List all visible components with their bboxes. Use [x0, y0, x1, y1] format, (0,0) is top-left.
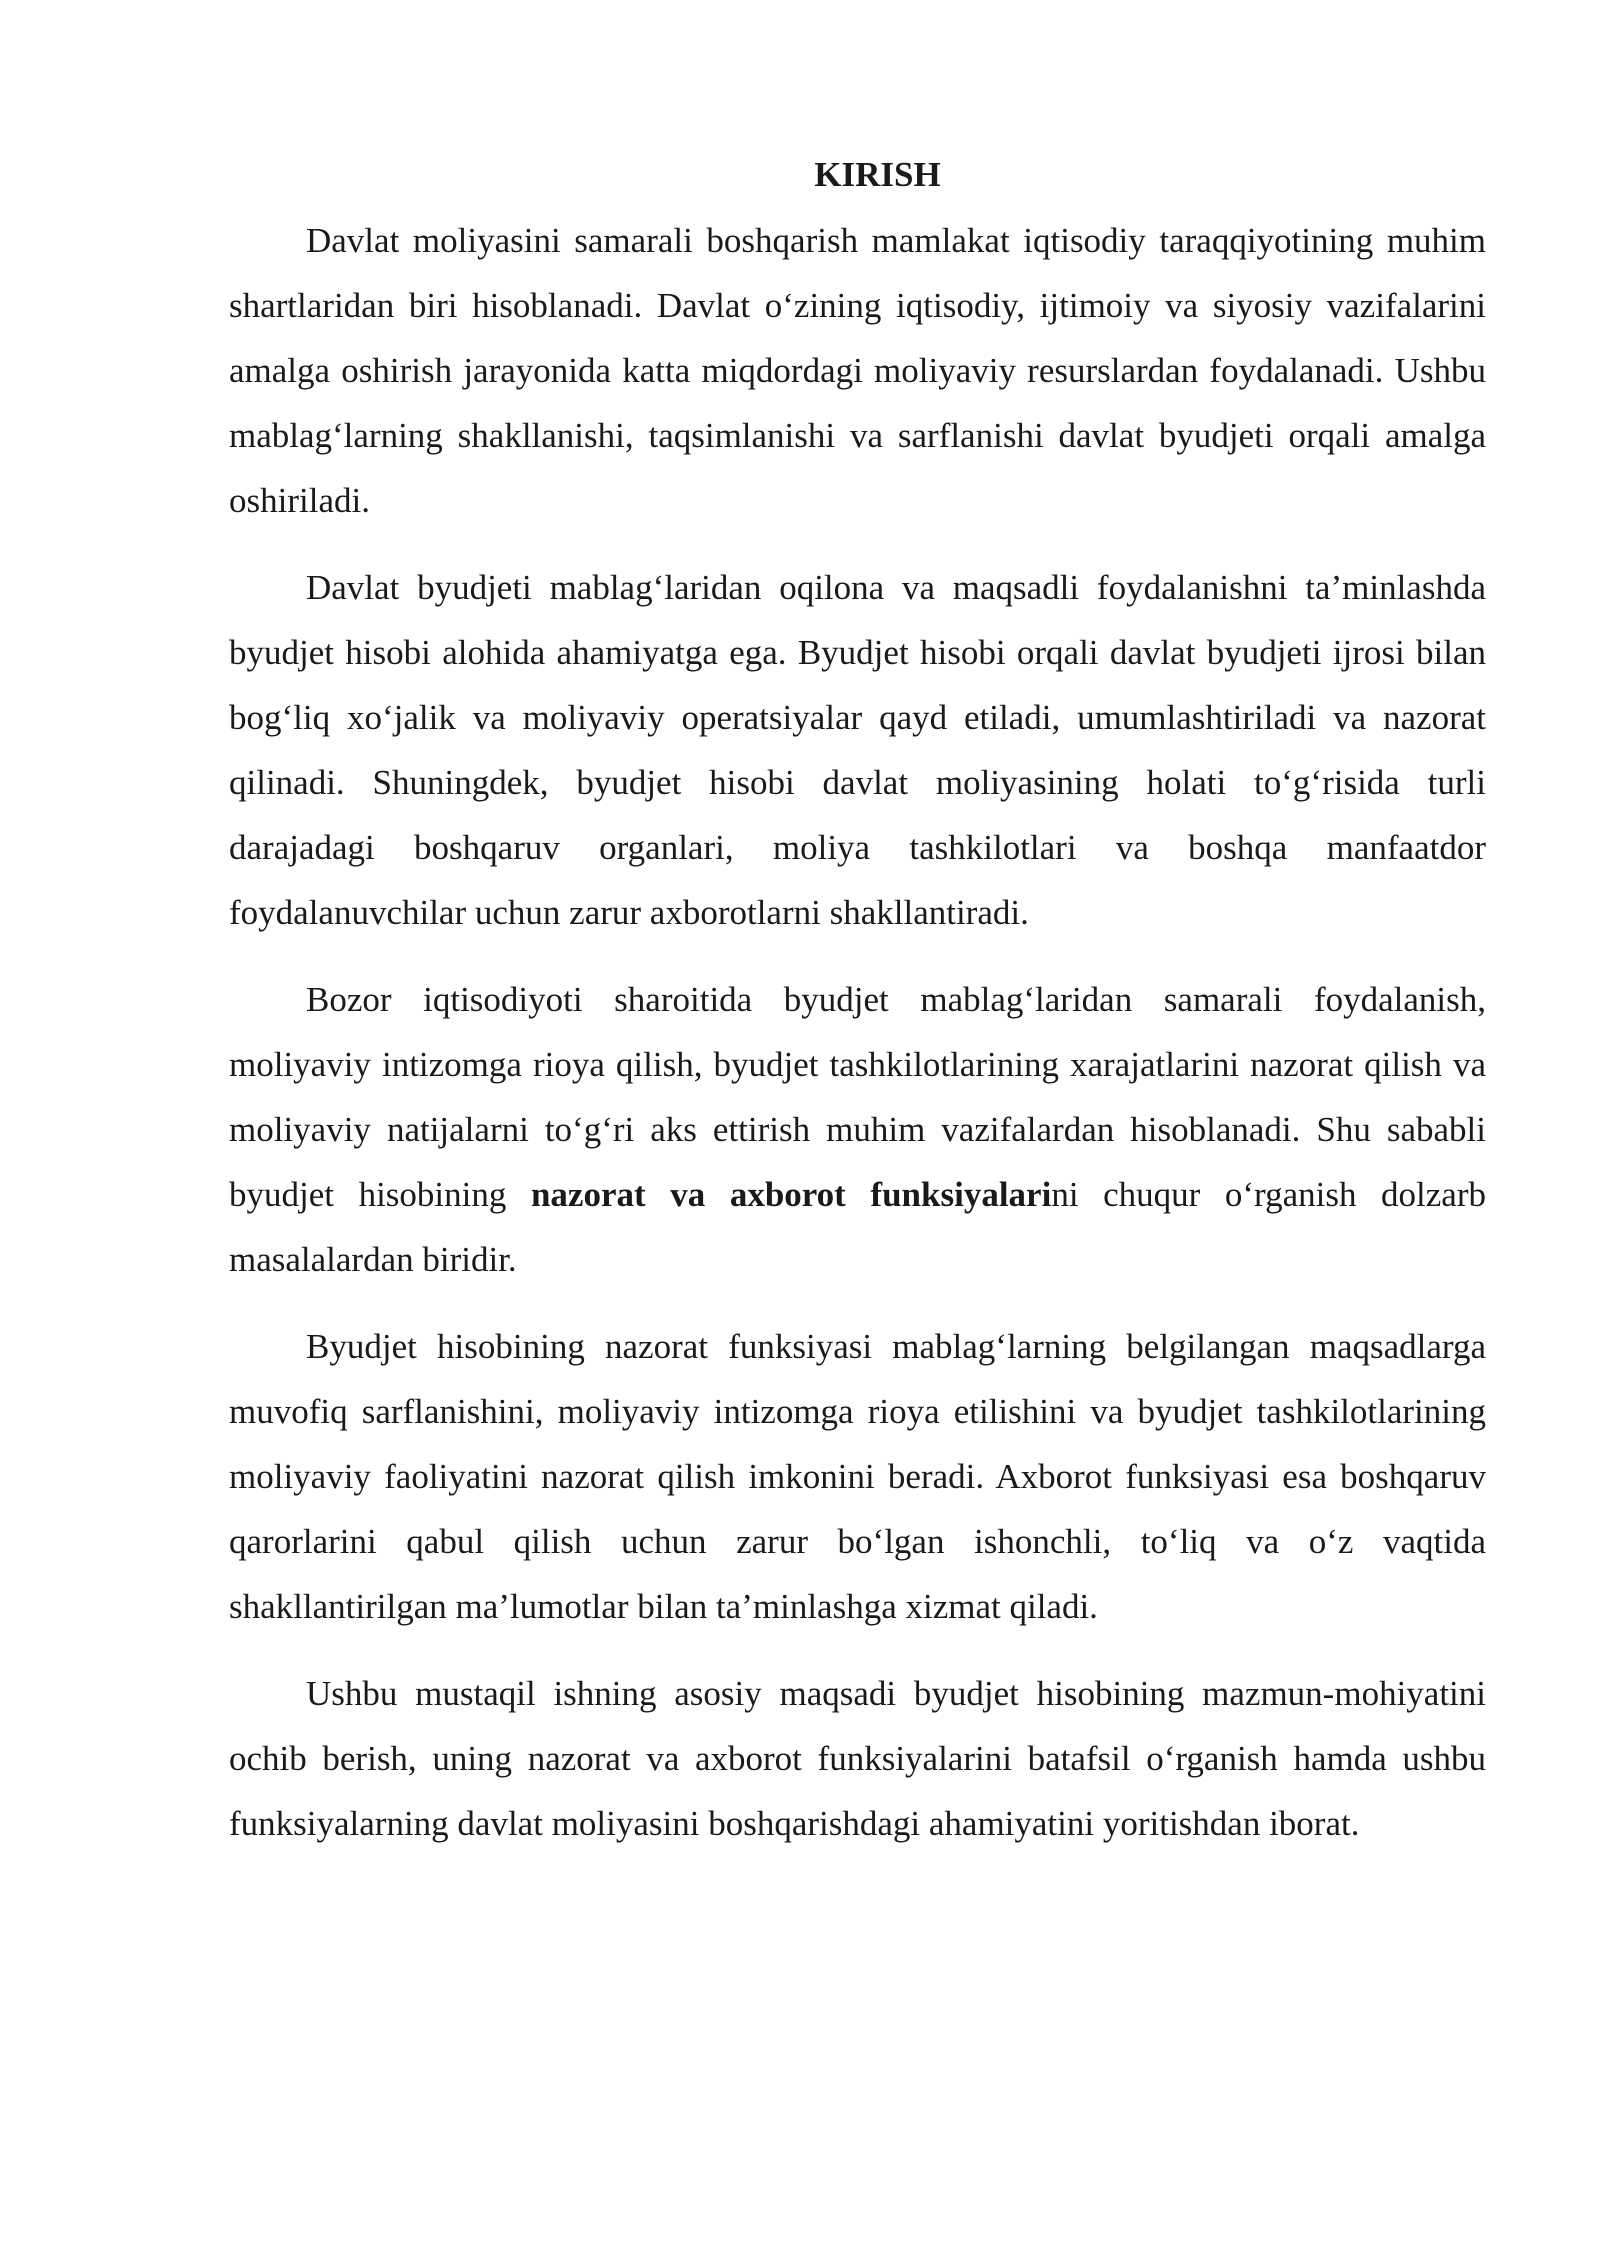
page-title: KIRISH: [814, 155, 941, 194]
paragraph-3-text-end: ni chuqur o‘rganish dolzarb masalalardan biridir.: [229, 1175, 1486, 1279]
paragraph-2: Davlat byudjeti mablag‘laridan oqilona va maqsadli foydalanishni ta’minlashda byudjet hisobi alohida ahamiyatga ega. Byudjet hisobi orqali davlat byudjeti ijrosi bilan bog‘liq xo‘jalik va moliyaviy operatsiyalar qayd etiladi, umumlashtiriladi va nazorat qilinadi. Shuningdek, byudjet hisobi davlat moliyasining holati to‘g‘risida turli darajadagi boshqaruv organlari, moliya tashkilotlari va boshqa manfaatdor foydalanuvchilar uchun zarur axborotlarni shakllantiradi.: [229, 568, 1486, 932]
document-body: [229, 150, 1486, 1878]
paragraph-3-text-start: Bozor iqtisodiyoti sharoitida byudjet mablag‘laridan samarali foydalanish, moliyaviy intizomga rioya qilish, byudjet tashkilotlarining xarajatlarini nazorat qilish va moliyaviy natijalarni to‘g‘ri aks ettirish muhim vazifalardan hisoblanadi. Shu sababli byudjet hisobining: [229, 980, 1486, 1214]
paragraph-1: Davlat moliyasini samarali boshqarish mamlakat iqtisodiy taraqqiyotining muhim shartlaridan biri hisoblanadi. Davlat o‘zining iqtisodiy, ijtimoiy va siyosiy vazifalarini amalga oshirish jarayonida katta miqdordagi moliyaviy resurslardan foydalanadi. Ushbu mablag‘larning shakllanishi, taqsimlanishi va sarflanishi davlat byudjeti orqali amalga oshiriladi.: [229, 221, 1486, 520]
paragraph-3: [229, 967, 1486, 1292]
paragraph-5: Ushbu mustaqil ishning asosiy maqsadi byudjet hisobining mazmun-mohiyatini ochib berish, uning nazorat va axborot funksiyalarini batafsil o‘rganish hamda ushbu funksiyalarning davlat moliyasini boshqarishdagi ahamiyatini yoritishdan iborat.: [229, 1674, 1486, 1843]
paragraph-4: Byudjet hisobining nazorat funksiyasi mablag‘larning belgilangan maqsadlarga muvofiq sarflanishini, moliyaviy intizomga rioya etilishini va byudjet tashkilotlarining moliyaviy faoliyatini nazorat qilish imkonini beradi. Axborot funksiyasi esa boshqaruv qarorlarini qabul qilish uchun zarur bo‘lgan ishonchli, to‘liq va o‘z vaqtida shakllantirilgan ma’lumotlar bilan ta’minlashga xizmat qiladi.: [229, 1327, 1486, 1626]
paragraph-3-bold-phrase: nazorat va axborot funksiyalari: [530, 1175, 1052, 1214]
